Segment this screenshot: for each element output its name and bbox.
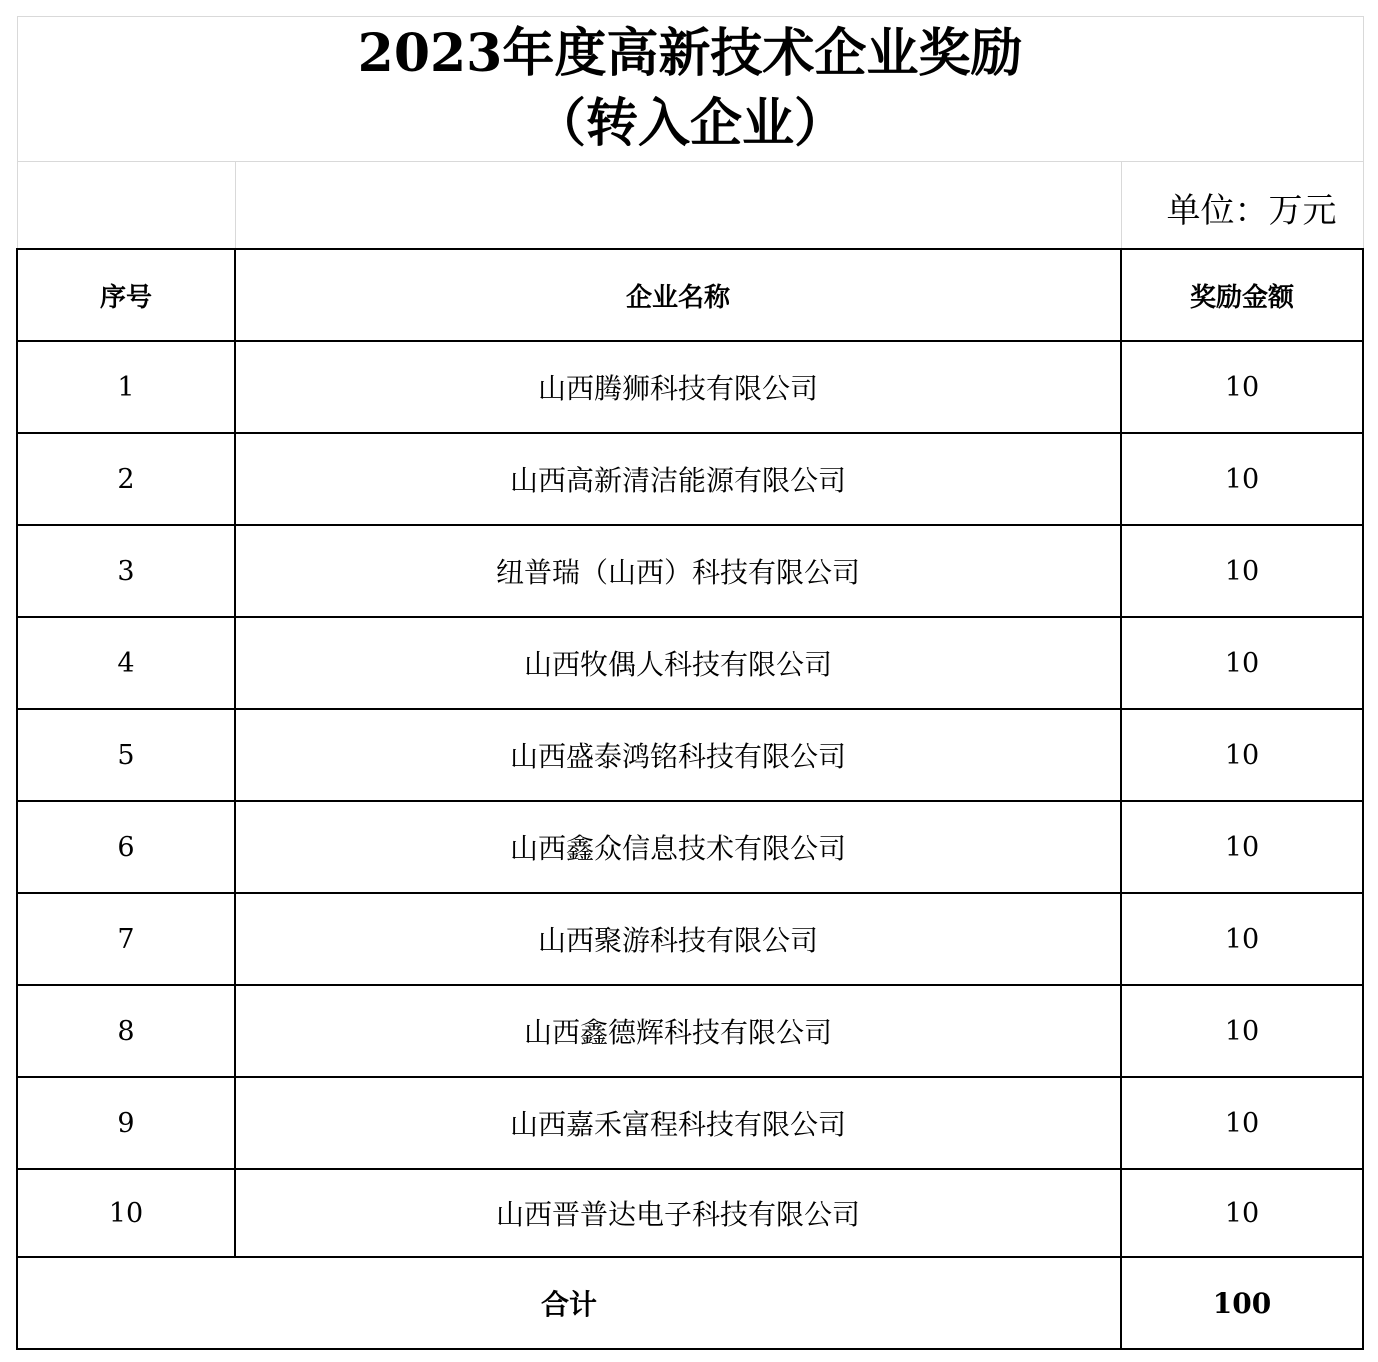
title-line-2: （转入企业） [534,93,847,154]
header-row [17,249,1363,341]
row-amount: 10 [1121,801,1363,893]
table-row [17,1169,1363,1257]
table-row [17,525,1363,617]
row-amount: 10 [1121,341,1363,433]
row-index: 2 [17,433,235,525]
table-row [17,1077,1363,1169]
row-index: 6 [17,801,235,893]
row-index: 7 [17,893,235,985]
header-index: 序号 [17,249,235,341]
row-company: 山西高新清洁能源有限公司 [235,433,1121,525]
row-amount: 10 [1121,893,1363,985]
table-row [17,801,1363,893]
row-amount: 10 [1121,1077,1363,1169]
row-index: 9 [17,1077,235,1169]
award-table [16,16,1364,1350]
row-index: 5 [17,709,235,801]
row-index: 1 [17,341,235,433]
row-company: 山西鑫众信息技术有限公司 [235,801,1121,893]
table-row [17,985,1363,1077]
table-row [17,709,1363,801]
row-amount: 10 [1121,985,1363,1077]
unit-label: 单位：万元 [1121,162,1363,250]
row-amount: 10 [1121,1169,1363,1257]
table-row [17,617,1363,709]
title-row [17,17,1363,162]
row-index: 3 [17,525,235,617]
total-amount: 100 [1121,1257,1363,1349]
header-company: 企业名称 [235,249,1121,341]
row-company: 山西嘉禾富程科技有限公司 [235,1077,1121,1169]
award-sheet [16,16,1362,1350]
unit-row-blank-company [235,162,1121,250]
title-line-1: 2023年度高新技术企业奖励 [357,23,1023,84]
row-company: 山西聚游科技有限公司 [235,893,1121,985]
row-company: 山西腾狮科技有限公司 [235,341,1121,433]
document-title [17,17,1363,162]
total-label: 合计 [17,1257,1121,1349]
row-company: 山西牧偶人科技有限公司 [235,617,1121,709]
row-amount: 10 [1121,525,1363,617]
row-amount: 10 [1121,709,1363,801]
table-row [17,433,1363,525]
row-amount: 10 [1121,617,1363,709]
row-company: 山西鑫德辉科技有限公司 [235,985,1121,1077]
row-index: 8 [17,985,235,1077]
total-row [17,1257,1363,1349]
table-row [17,893,1363,985]
row-company: 纽普瑞（山西）科技有限公司 [235,525,1121,617]
row-index: 10 [17,1169,235,1257]
unit-row [17,162,1363,250]
header-amount: 奖励金额 [1121,249,1363,341]
row-company: 山西晋普达电子科技有限公司 [235,1169,1121,1257]
row-amount: 10 [1121,433,1363,525]
row-index: 4 [17,617,235,709]
row-company: 山西盛泰鸿铭科技有限公司 [235,709,1121,801]
unit-row-blank-index [17,162,235,250]
table-row [17,341,1363,433]
